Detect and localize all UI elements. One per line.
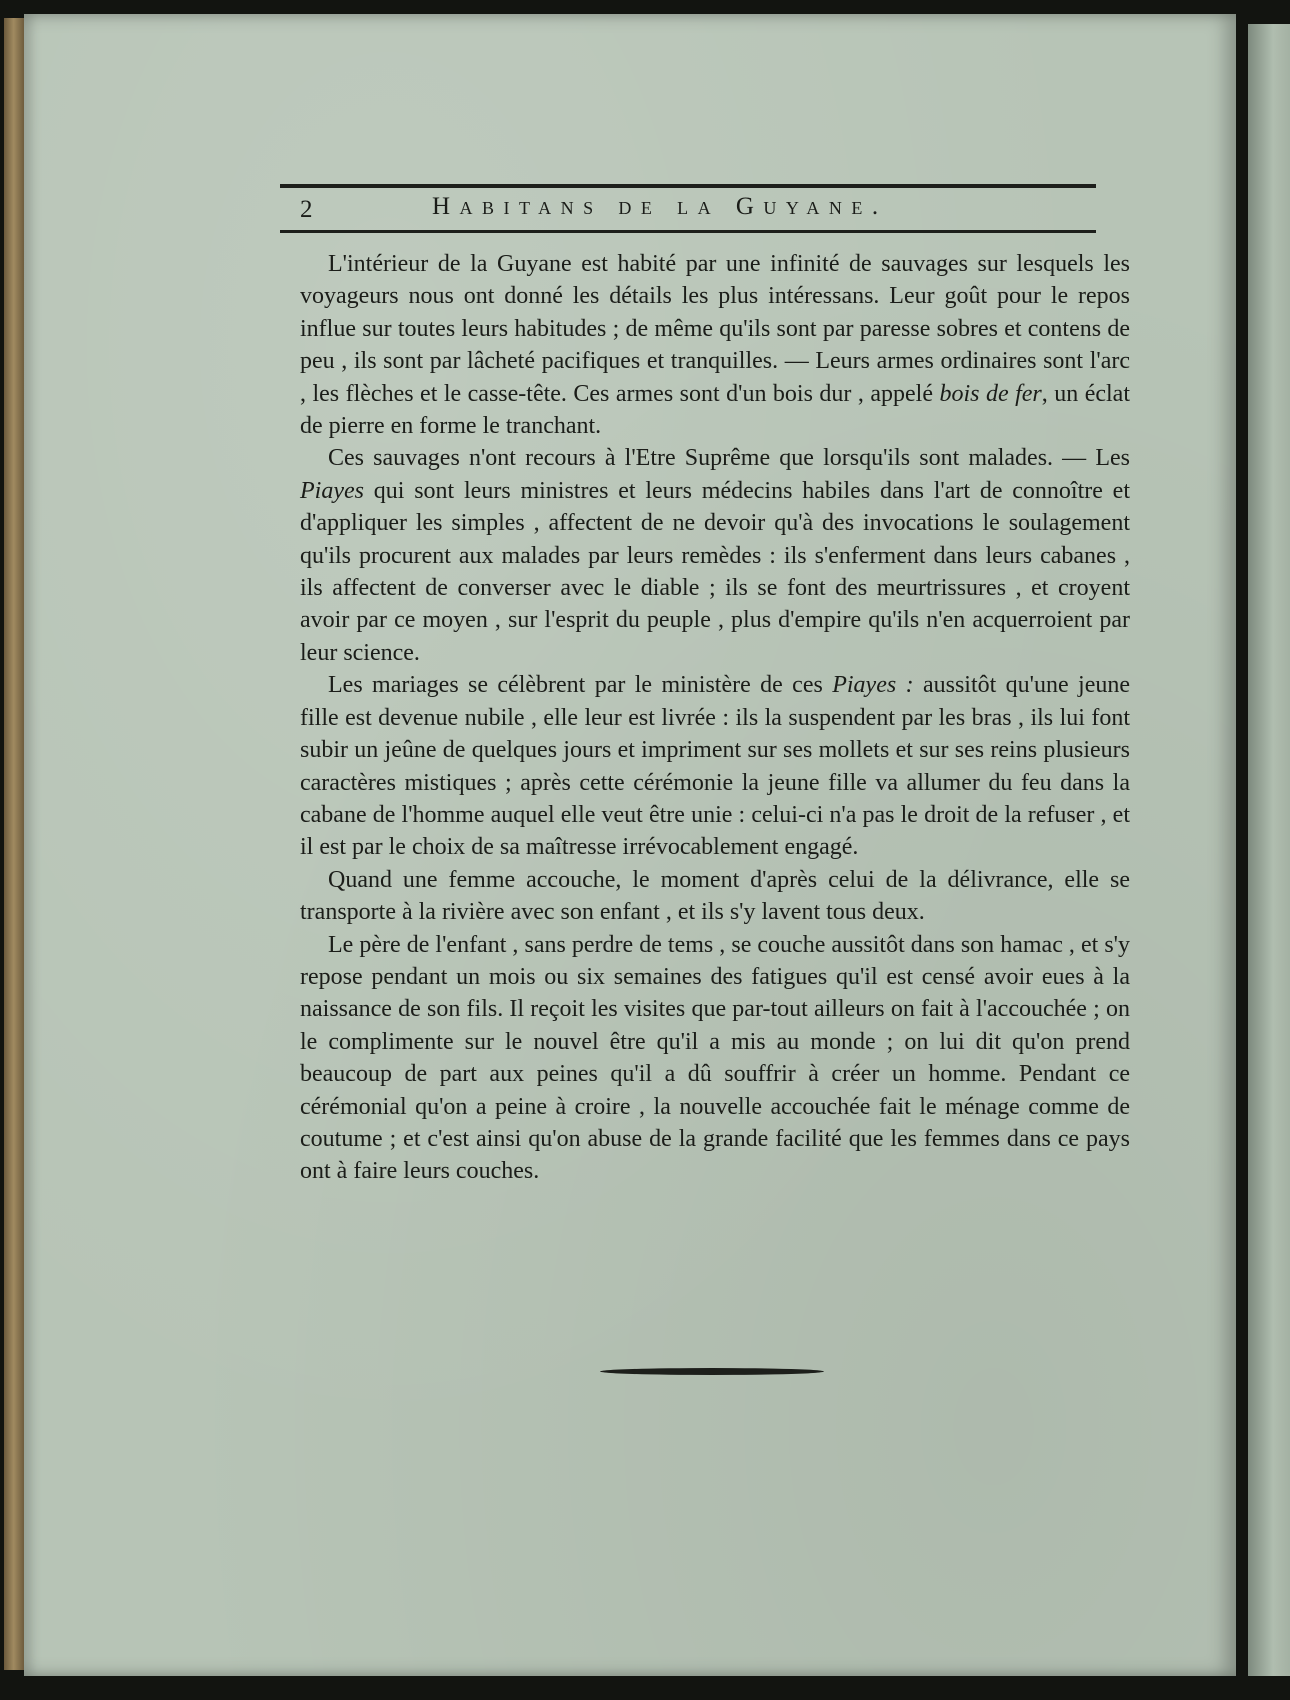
page-header xyxy=(280,184,1096,236)
text-run: Le père de l'enfant , sans perdre de tems , se couche aussitôt dans son hamac , et s'y repose pendant un mois ou six semaines des fatigues qu'il est censé avoir eues à la naissance de son fils. Il reçoit les visites que par-tout ailleurs on fait à l'accouchée ; on le complimente sur le nouvel être qu'il a mis au monde ; on lui dit qu'on prend beaucoup de part aux peines qu'il a dû souffrir à créer un homme. Pendant ce cérémonial qu'on a peine à croire , la nouvelle accouchée fait le ménage comme de coutume ; et c'est ainsi qu'on abuse de la grande facilité que les femmes dans ce pays ont à faire leurs couches. xyxy=(300,931,1130,1185)
tail-ornament-rule xyxy=(600,1368,824,1375)
page-number: 2 xyxy=(300,196,313,223)
facing-page-edge xyxy=(1248,24,1290,1676)
italic-term: bois de fer xyxy=(939,380,1042,407)
paragraph-4 xyxy=(300,864,1130,929)
paragraph-5 xyxy=(300,929,1130,1188)
running-head: Habitans de la Guyane. xyxy=(432,193,888,220)
italic-term: Piayes : xyxy=(832,672,914,699)
text-run: , un éclat de pierre en forme le tranchant. xyxy=(300,380,1130,440)
text-run: qui sont leurs ministres et leurs médecins habiles dans l'art de connoître et d'appliquer les simples , affectent de ne devoir qu'à des invocations le soulagement qu'ils procurent aux malades par leurs remèdes : ils s'enferment dans leurs cabanes , ils affectent de converser avec le diable ; ils se font des meurtrissures , et croyent avoir par ce moyen , sur l'esprit du peuple , plus d'empire qu'ils n'en acquerroient par leur science. xyxy=(300,477,1130,666)
body-text xyxy=(300,248,1130,1188)
paragraph-1 xyxy=(300,248,1130,442)
text-run: aussitôt qu'une jeune fille est devenue nubile , elle leur est livrée : ils la suspendent par les bras , ils lui font subir un jeûne de quelques jours et impriment sur ses mollets et sur ses reins plusieurs caractères mistiques ; après cette cérémonie la jeune fille va allumer du feu dans la cabane de l'homme auquel elle veut être unie : celui-ci n'a pas le droit de la refuser , et il est par le choix de sa maîtresse irrévocablement engagé. xyxy=(300,672,1131,861)
text-run: Ces sauvages n'ont recours à l'Etre Suprême que lorsqu'ils sont malades. — Les xyxy=(328,445,1130,472)
text-run: Les mariages se célèbrent par le ministère de ces xyxy=(328,672,833,699)
italic-term: Piayes xyxy=(300,477,364,504)
paragraph-3 xyxy=(300,669,1130,863)
header-rule-bottom xyxy=(280,230,1096,233)
header-rule-top xyxy=(280,184,1096,188)
text-run: L'intérieur de la Guyane est habité par une infinité de sauvages sur lesquels les voyageurs nous ont donné les détails les plus intéressans. Leur goût pour le repos influe sur toutes leurs habitudes ; de même qu'ils sont par paresse sobres et contens de peu , ils sont par lâcheté pacifiques et tranquilles. — Leurs armes ordinaires sont l'arc , les flèches et le casse-tête. Ces armes sont d'un bois dur , appelé xyxy=(300,251,1130,407)
paragraph-2 xyxy=(300,442,1130,669)
text-run: Quand une femme accouche, le moment d'après celui de la délivrance, elle se transporte à la rivière avec son enfant , et ils s'y lavent tous deux. xyxy=(300,866,1130,926)
